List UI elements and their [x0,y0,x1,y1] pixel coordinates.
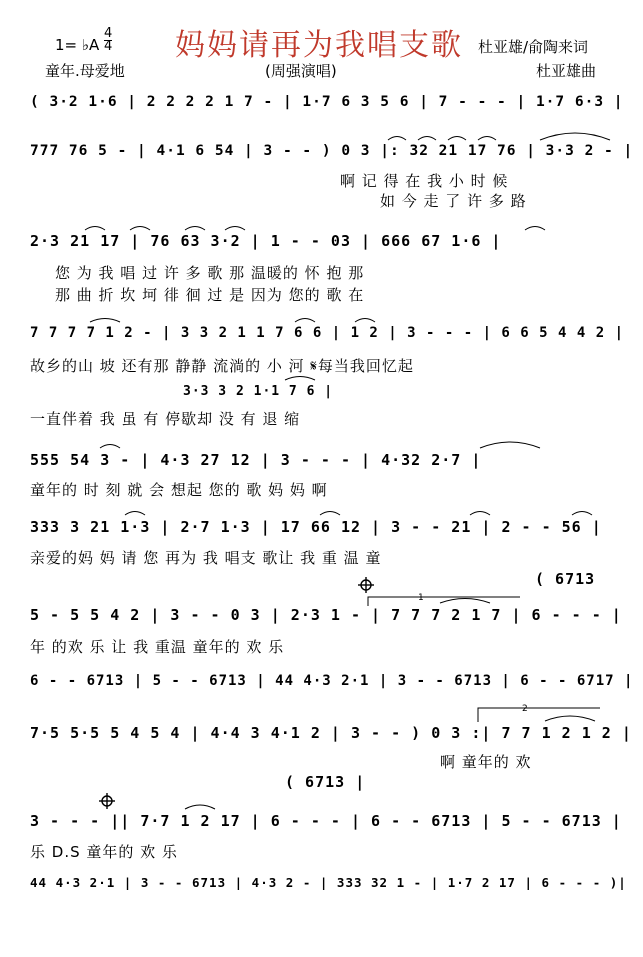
score-row-1: ( 3·2 1·6 | 2 2 2 2 1 7 - | 1·7 6 3 5 6 | 7 - - - | 1·7 6·3 | [30,94,624,110]
lyric-row-5: 故乡的山 坡 还有那 静静 流淌的 小 河 𝄋每当我回忆起 [30,357,414,375]
singer-credit: (周强演唱) [265,62,337,80]
score-row-3: 2·3 21 17 | 76 63 3·2 | 1 - - 03 | 666 67 1·6 | [30,232,502,250]
score-row-2: 777 76 5 - | 4·1 6 54 | 3 - - ) 0 3 |: 32 21 17 76 | 3·3 2 - | [30,143,634,159]
lyric-row-10: 啊 童年的 欢 [440,753,532,771]
source-label: 童年.母爱地 [45,62,125,80]
composer-credit: 杜亚雄曲 [536,62,597,80]
score-row-5: 555 54 3 - | 4·3 27 12 | 3 - - - | 4·32 2·7 | [30,451,482,469]
score-row-8: 6 - - 6713 | 5 - - 6713 | 44 4·3 2·1 | 3 - - 6713 | 6 - - 6717 | [30,673,634,689]
score-row-7: 5 - 5 5 4 2 | 3 - - 0 3 | 2·3 1 - | 7 7 7 2 1 7 | 6 - - - | [30,606,622,624]
lyric-row-11: 乐 D.S 童年的 欢 乐 [30,843,178,861]
score-row-9: 7·5 5·5 5 4 5 4 | 4·4 3 4·1 2 | 3 - - ) 0 3 :| 7 7 1 2 1 2 | [30,724,632,742]
time-bottom: 4 [104,39,113,54]
lyricist-credit: 杜亚雄/俞陶来词 [478,38,589,56]
key-signature: 1= ♭A [55,36,100,54]
score-row-4: 7 7 7 7 1 2 - | 3 3 2 1 1 7 6 6 | 1 2 | 3 - - - | 6 6 5 4 4 2 | [30,325,625,341]
lyric-row-6: 一直伴着 我 虽 有 停歇却 没 有 退 缩 [30,410,301,428]
lyric-row-9: 年 的欢 乐 让 我 重温 童年的 欢 乐 [30,638,285,656]
aux-score-row-3: ( 6713 | [285,773,366,791]
lyric-row-4: 那 曲 折 坎 坷 徘 徊 过 是 因为 您的 歌 在 [55,286,365,304]
score-row-11: 44 4·3 2·1 | 3 - - 6713 | 4·3 2 - | 333 32 1 - | 1·7 2 17 | 6 - - - )| [30,875,627,890]
volta-bracket-2 [478,708,600,722]
lyric-row-3: 您 为 我 唱 过 许 多 歌 那 温暖的 怀 抱 那 [55,264,365,282]
score-row-6: 333 3 21 1·3 | 2·7 1·3 | 17 66 12 | 3 - - 21 | 2 - - 56 | [30,518,602,536]
lyric-row-1: 啊 记 得 在 我 小 时 候 [340,172,509,190]
score-row-10: 3 - - - || 7·7 1 2 17 | 6 - - - | 6 - - 6713 | 5 - - 6713 | [30,812,622,830]
coda-sign-icon [358,577,374,593]
time-top: 4 [104,26,113,41]
volta-1-number: 1 [418,593,424,603]
coda-sign-icon [99,793,115,809]
lyric-row-8: 亲爱的妈 妈 请 您 再为 我 唱支 歌让 我 重 温 童 [30,549,382,567]
aux-score-row-2: ( 6713 [535,570,596,588]
lyric-row-7: 童年的 时 刻 就 会 想起 您的 歌 妈 妈 啊 [30,481,328,499]
volta-2-number: 2 [522,704,528,714]
lyric-row-2: 如 今 走 了 许 多 路 [380,192,527,210]
aux-score-row-1: 3·3 3 2 1·1 7 6 | [183,384,334,399]
song-title: 妈妈请再为我唱支歌 [175,28,463,63]
